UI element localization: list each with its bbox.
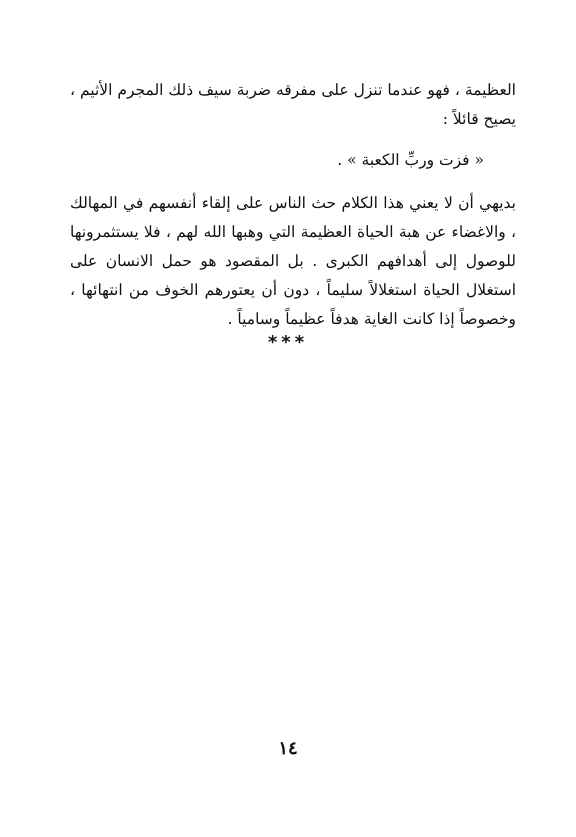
page-body bbox=[70, 76, 516, 334]
paragraph-continuation: العظيمة ، فهو عندما تنزل على مفرقه ضربة سيف ذلك المجرم الأثيم ، يصيح قائلاً : bbox=[70, 81, 516, 128]
paragraph-explanation: بديهي أن لا يعني هذا الكلام حث الناس على إلقاء أنفسهم في المهالك ، والاغضاء عن هبة الحياة العظيمة التي وهبها الله لهم ، فلا يستثمرونها للوصول إلى أهدافهم الكبرى . بل المقصود هو حمل الانسان على استغلال الحياة استغلالاً سليماً ، دون أن يعتورهم الخوف من انتهائها ، وخصوصاً إذا كانت الغاية هدفاً عظيماً وسامياً . bbox=[70, 194, 516, 328]
page-number: ١٤ bbox=[278, 738, 298, 759]
section-separator: *** bbox=[267, 332, 309, 353]
quoted-saying: « فزت وربِّ الكعبة » . bbox=[337, 151, 484, 169]
